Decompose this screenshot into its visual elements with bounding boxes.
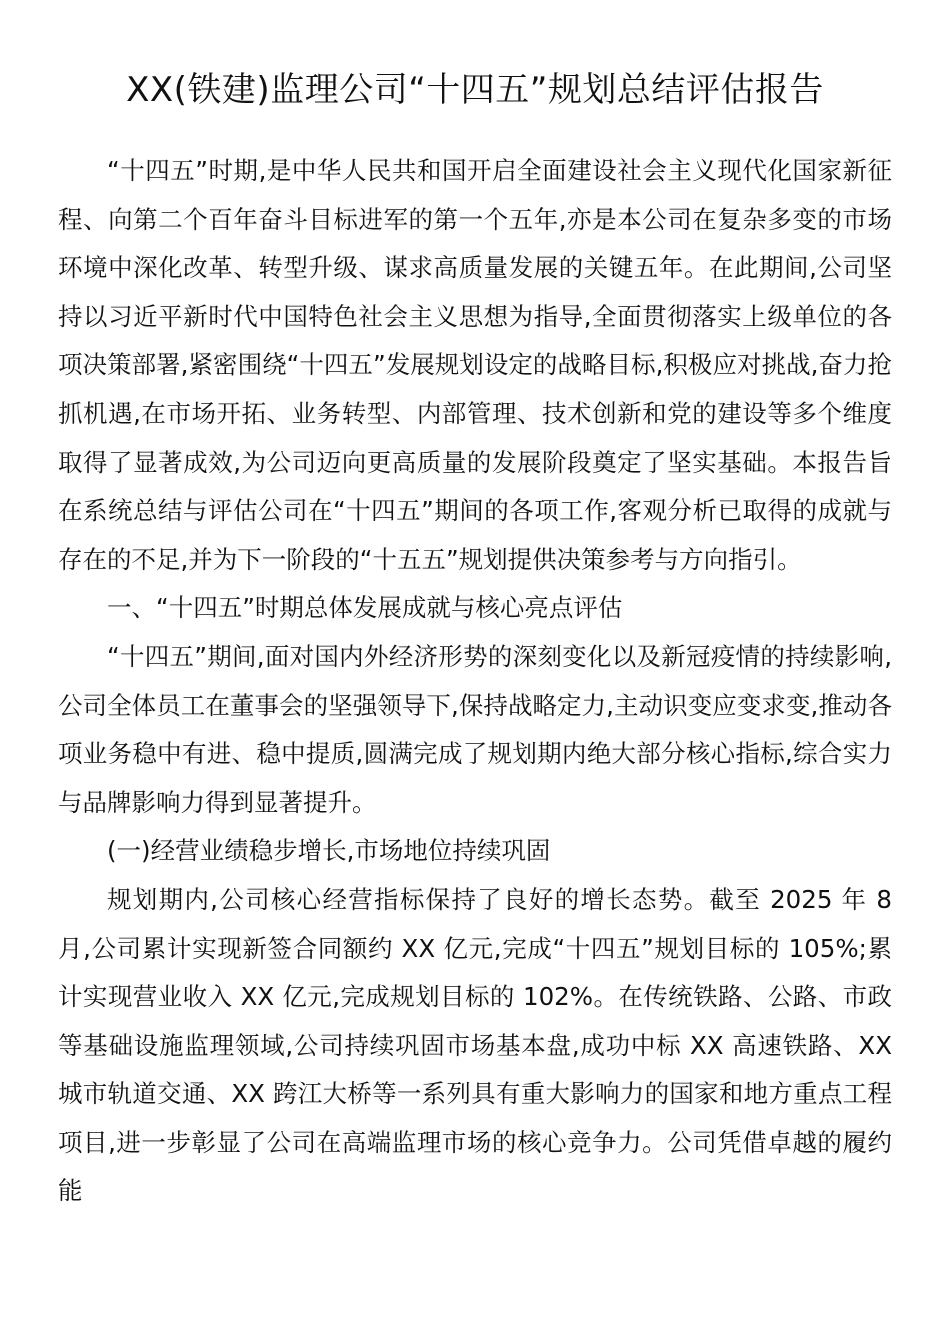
section-1-paragraph: “十四五”期间,面对国内外经济形势的深刻变化以及新冠疫情的持续影响,公司全体员工在董事会的坚强领导下,保持战略定力,主动识变应变求变,推动各项业务稳中有进、稳中提质,圆满完成了规划期内绝大部分核心指标,综合实力与品牌影响力得到显著提升。 (58, 641, 892, 817)
document-body (58, 147, 892, 1216)
section-heading-1: 一、“十四五”时期总体发展成就与核心亮点评估 (107, 593, 623, 623)
subsection-heading-1: (一)经营业绩稳步增长,市场地位持续巩固 (107, 836, 551, 866)
subsection-1-paragraph: 规划期内,公司核心经营指标保持了良好的增长态势。截至 2025 年 8 月,公司累计实现新签合同额约 XX 亿元,完成“十四五”规划目标的 105%;累计实现营业收入 XX 亿元,完成规划目标的 102%。在传统铁路、公路、市政等基础设施监理领域,公司持续巩固市场基本盘,成功中标 XX 高速铁路、XX 城市轨道交通、XX 跨江大桥等一系列具有重大影响力的国家和地方重点工程项目,进一步彰显了公司在高端监理市场的核心竞争力。公司凭借卓越的履约能 (58, 884, 892, 1206)
document-title: XX(铁建)监理公司“十四五”规划总结评估报告 (126, 70, 824, 110)
intro-paragraph: “十四五”时期,是中华人民共和国开启全面建设社会主义现代化国家新征程、向第二个百年奋斗目标进军的第一个五年,亦是本公司在复杂多变的市场环境中深化改革、转型升级、谋求高质量发展的关键五年。在此期间,公司坚持以习近平新时代中国特色社会主义思想为指导,全面贯彻落实上级单位的各项决策部署,紧密围绕“十四五”发展规划设定的战略目标,积极应对挑战,奋力抢抓机遇,在市场开拓、业务转型、内部管理、技术创新和党的建设等多个维度取得了显著成效,为公司迈向更高质量的发展阶段奠定了坚实基础。本报告旨在系统总结与评估公司在“十四五”期间的各项工作,客观分析已取得的成就与存在的不足,并为下一阶段的“十五五”规划提供决策参考与方向指引。 (58, 156, 892, 574)
